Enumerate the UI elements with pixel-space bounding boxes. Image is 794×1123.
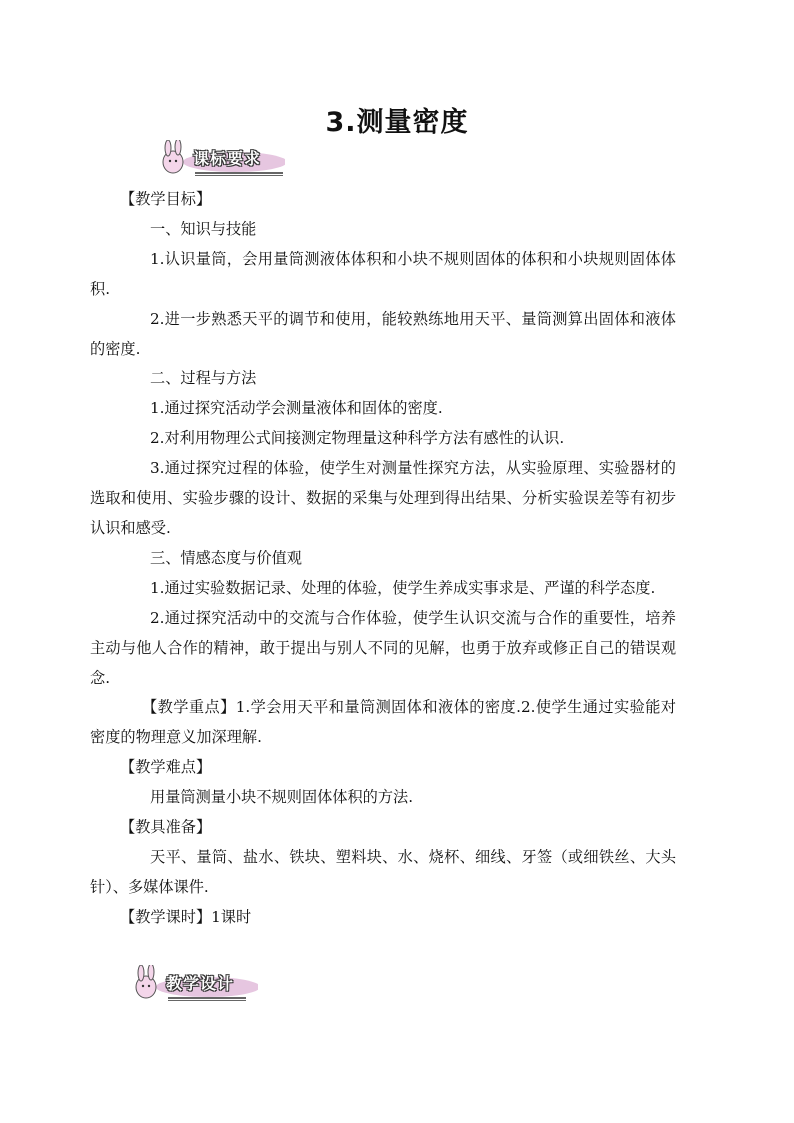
section-heading-knowledge: 一、知识与技能	[150, 219, 257, 238]
materials-text: 天平、量筒、盐水、铁块、塑料块、水、烧杯、细线、牙签（或细铁丝、大头针）、多媒体课件.	[90, 847, 676, 896]
paragraph: 3.通过探究过程的体验，使学生对测量性探究方法，从实验原理、实验器材的选取和使用、实验步骤的设计、数据的采集与处理到得出结果、分析实验误差等有初步认识和感受.	[90, 459, 676, 537]
banner-label: 课标要求	[193, 149, 262, 168]
section-banner-design	[128, 965, 258, 1003]
difficulties-text: 用量筒测量小块不规则固体体积的方法.	[150, 788, 414, 807]
difficulties-heading: 【教学难点】	[120, 758, 212, 777]
materials-heading: 【教具准备】	[120, 818, 212, 837]
objectives-heading: 【教学目标】	[120, 190, 212, 208]
paragraph: 1.通过探究活动学会测量液体和固体的密度.	[150, 399, 443, 418]
section-heading-attitude: 三、情感态度与价值观	[150, 548, 302, 567]
document-body	[90, 185, 676, 933]
paragraph: 2.通过探究活动中的交流与合作体验，使学生认识交流与合作的重要性，培养主动与他人合作的精神，敢于提出与别人不同的见解，也勇于放弃或修正自己的错误观念.	[90, 608, 676, 687]
paragraph: 1.通过实验数据记录、处理的体验，使学生养成实事求是、严谨的科学态度.	[150, 578, 656, 597]
page-title: 3.测量密度	[325, 107, 469, 138]
paragraph: 2.对利用物理公式间接测定物理量这种科学方法有感性的认识.	[150, 429, 565, 448]
class-hours: 【教学课时】1课时	[120, 907, 252, 926]
banner-label: 教学设计	[166, 974, 235, 993]
section-heading-process: 二、过程与方法	[150, 369, 257, 388]
section-banner-curriculum	[155, 140, 285, 178]
paragraph: 2.进一步熟悉天平的调节和使用，能较熟练地用天平、量筒测算出固体和液体的密度.	[90, 309, 676, 358]
key-points: 【教学重点】1.学会用天平和量筒测固体和液体的密度.2.使学生通过实验能对密度的物理意义加深理解.	[90, 698, 676, 747]
paragraph: 1.认识量筒，会用量筒测液体体积和小块不规则固体的体积和小块规则固体体积.	[90, 249, 676, 298]
